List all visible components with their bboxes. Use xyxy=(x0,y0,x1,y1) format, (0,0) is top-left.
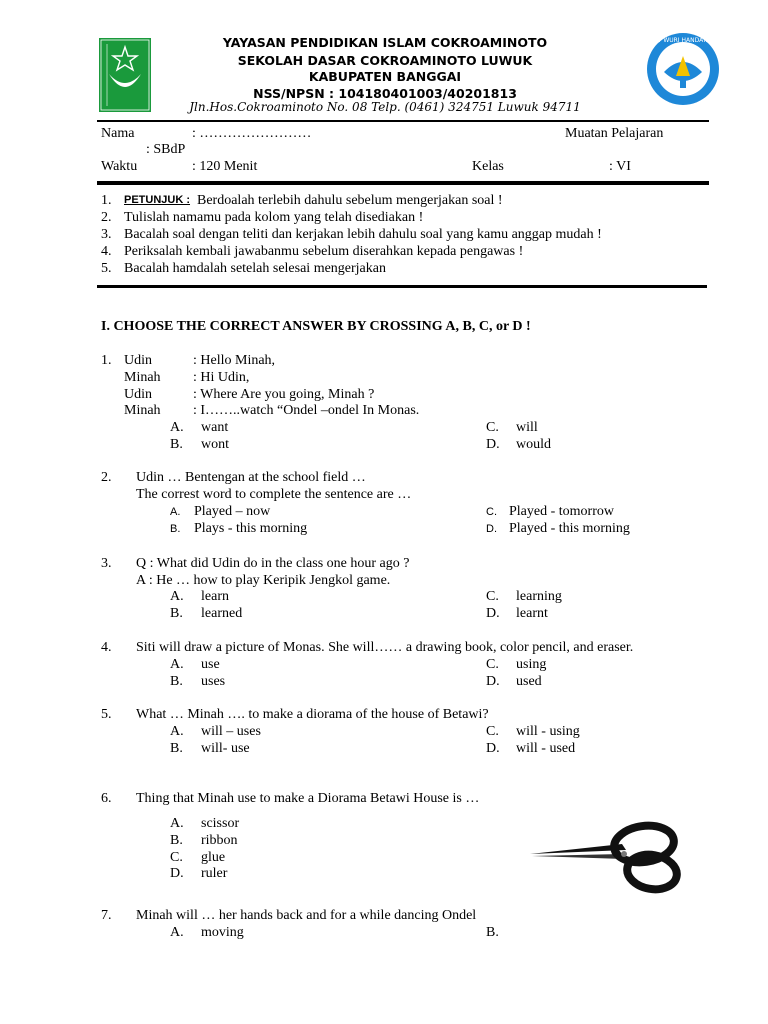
option-text[interactable]: use xyxy=(201,657,220,672)
question-number: 1. xyxy=(101,353,112,368)
option-text[interactable]: will xyxy=(516,420,538,435)
option-letter[interactable]: D. xyxy=(486,523,497,535)
instruction-num: 1. xyxy=(101,193,112,208)
option-letter[interactable]: A. xyxy=(170,816,184,831)
option-text[interactable]: learned xyxy=(201,606,243,621)
option-text[interactable]: ribbon xyxy=(201,833,238,848)
option-letter[interactable]: C. xyxy=(486,506,497,518)
dialog-speaker: Udin xyxy=(124,387,152,402)
option-text[interactable]: will - used xyxy=(516,741,576,756)
option-letter[interactable]: C. xyxy=(486,589,499,604)
option-text[interactable]: wont xyxy=(201,437,229,452)
option-text[interactable]: Played – now xyxy=(194,504,271,519)
school-name: SEKOLAH DASAR COKROAMINOTO LUWUK xyxy=(237,53,533,68)
instructions-divider xyxy=(97,285,707,288)
option-letter[interactable]: D. xyxy=(486,437,500,452)
section-title: I. CHOOSE THE CORRECT ANSWER BY CROSSING A, B, C, or D ! xyxy=(101,319,531,334)
option-letter[interactable]: A. xyxy=(170,506,181,518)
option-text[interactable]: ruler xyxy=(201,866,228,881)
option-letter[interactable]: B. xyxy=(170,741,183,756)
dialog-speaker: Minah xyxy=(124,370,161,385)
option-letter[interactable]: D. xyxy=(170,866,184,881)
instruction-num: 2. xyxy=(101,210,112,225)
option-text[interactable]: using xyxy=(516,657,547,672)
question-text: Thing that Minah use to make a Diorama Betawi House is … xyxy=(136,791,480,806)
question-number: 5. xyxy=(101,707,112,722)
option-text[interactable]: Plays - this morning xyxy=(194,521,308,536)
option-letter[interactable]: A. xyxy=(170,657,184,672)
scissors-image xyxy=(526,814,682,898)
option-letter[interactable]: B. xyxy=(170,437,183,452)
option-text[interactable]: used xyxy=(516,674,542,689)
option-letter[interactable]: A. xyxy=(170,724,184,739)
svg-text:TUT WURI HANDAYANI: TUT WURI HANDAYANI xyxy=(649,37,717,44)
regency-name: KABUPATEN BANGGAI xyxy=(308,69,462,84)
question-text: A : He … how to play Keripik Jengkol game. xyxy=(136,573,391,588)
nama-field[interactable]: : …………………… xyxy=(192,126,312,141)
question-number: 7. xyxy=(101,908,112,923)
instruction-num: 4. xyxy=(101,244,112,259)
option-text[interactable]: want xyxy=(201,420,229,435)
question-number: 2. xyxy=(101,470,112,485)
dialog-speaker: Udin xyxy=(124,353,152,368)
option-text[interactable]: would xyxy=(516,437,551,452)
question-text: Siti will draw a picture of Monas. She will…… a drawing book, color pencil, and eraser. xyxy=(136,640,634,655)
dialog-line: : Hi Udin, xyxy=(193,370,250,385)
muatan-label: Muatan Pelajaran xyxy=(565,126,664,141)
tut-wuri-handayani-logo xyxy=(646,32,720,106)
option-letter[interactable]: C. xyxy=(486,724,499,739)
question-number: 6. xyxy=(101,791,112,806)
school-address: Jln.Hos.Cokroaminoto No. 08 Telp. (0461) 324751 Luwuk 94711 xyxy=(189,100,581,114)
option-letter[interactable]: B. xyxy=(486,925,499,940)
question-text: Minah will … her hands back and for a while dancing Ondel xyxy=(136,908,477,923)
option-letter[interactable]: C. xyxy=(170,850,183,865)
option-letter[interactable]: A. xyxy=(170,925,184,940)
option-letter[interactable]: D. xyxy=(486,674,500,689)
instruction-num: 3. xyxy=(101,227,112,242)
option-letter[interactable]: D. xyxy=(486,741,500,756)
dialog-speaker: Minah xyxy=(124,403,161,418)
option-text[interactable]: Played - this morning xyxy=(509,521,630,536)
option-text[interactable]: will – uses xyxy=(201,724,261,739)
option-text[interactable]: uses xyxy=(201,674,226,689)
dialog-line: : Hello Minah, xyxy=(193,353,276,368)
school-logo xyxy=(99,38,151,112)
option-text[interactable]: learning xyxy=(516,589,562,604)
option-text[interactable]: moving xyxy=(201,925,244,940)
option-text[interactable]: scissor xyxy=(201,816,240,831)
option-text[interactable]: will - using xyxy=(516,724,580,739)
petunjuk-label: PETUNJUK : xyxy=(124,194,191,206)
option-letter[interactable]: A. xyxy=(170,420,184,435)
instruction-text: Periksalah kembali jawabanmu sebelum diserahkan kepada pengawas ! xyxy=(124,244,524,259)
option-text[interactable]: will- use xyxy=(201,741,250,756)
question-number: 4. xyxy=(101,640,112,655)
option-text[interactable]: Played - tomorrow xyxy=(509,504,614,519)
instruction-text: Bacalah soal dengan teliti dan kerjakan lebih dahulu soal yang kamu anggap mudah ! xyxy=(124,227,602,242)
option-letter[interactable]: A. xyxy=(170,589,184,604)
question-text: What … Minah …. to make a diorama of the house of Betawi? xyxy=(136,707,489,722)
instruction-text: Bacalah hamdalah setelah selesai mengerjakan xyxy=(124,261,386,276)
header-divider xyxy=(97,120,709,122)
kelas-value: : VI xyxy=(609,159,631,174)
option-text[interactable]: glue xyxy=(201,850,226,865)
option-letter[interactable]: C. xyxy=(486,657,499,672)
waktu-value: : 120 Menit xyxy=(192,159,258,174)
option-letter[interactable]: B. xyxy=(170,606,183,621)
question-text: Udin … Bentengan at the school field … xyxy=(136,470,366,485)
option-text[interactable]: learnt xyxy=(516,606,548,621)
identity-divider xyxy=(97,181,709,185)
option-letter[interactable]: D. xyxy=(486,606,500,621)
dialog-line: : Where Are you going, Minah ? xyxy=(193,387,375,402)
option-letter[interactable]: B. xyxy=(170,833,183,848)
option-letter[interactable]: B. xyxy=(170,523,181,535)
option-letter[interactable]: C. xyxy=(486,420,499,435)
question-text: The correst word to complete the sentence are … xyxy=(136,487,412,502)
kelas-label: Kelas xyxy=(472,159,504,174)
instruction-text: Tulislah namamu pada kolom yang telah disediakan ! xyxy=(124,210,424,225)
waktu-label: Waktu xyxy=(101,159,138,174)
dialog-line: : I……..watch “Ondel –ondel In Monas. xyxy=(193,403,420,418)
school-npsn: NSS/NPSN : 104180401003/40201813 xyxy=(253,86,517,101)
question-text: Q : What did Udin do in the class one hour ago ? xyxy=(136,556,410,571)
foundation-name: YAYASAN PENDIDIKAN ISLAM COKROAMINOTO xyxy=(222,35,548,50)
option-text[interactable]: learn xyxy=(201,589,229,604)
muatan-value: : SBdP xyxy=(146,142,186,157)
instruction-text: Berdoalah terlebih dahulu sebelum mengerjakan soal ! xyxy=(197,193,503,208)
instruction-num: 5. xyxy=(101,261,112,276)
option-letter[interactable]: B. xyxy=(170,674,183,689)
nama-label: Nama xyxy=(101,126,135,141)
question-number: 3. xyxy=(101,556,112,571)
